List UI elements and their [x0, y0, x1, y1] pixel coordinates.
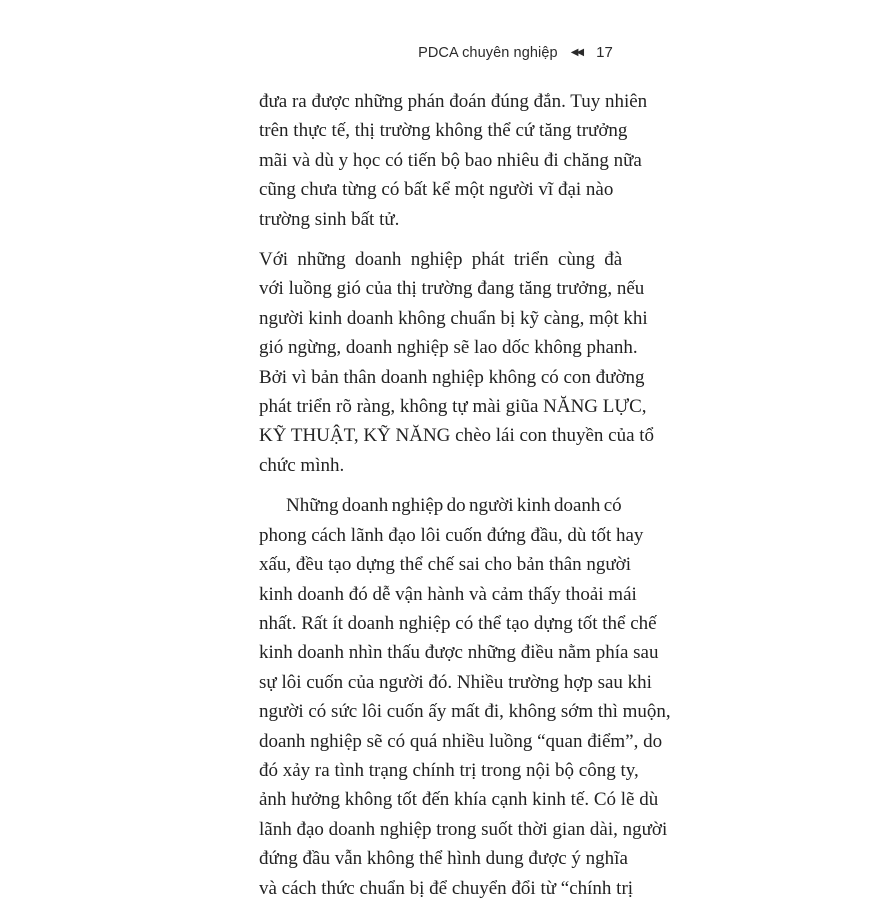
text-line: đứng đầu vẫn không thể hình dung được ý nghĩa [259, 848, 628, 870]
text-line [259, 491, 622, 520]
text-line: kinh doanh nhìn thấu được những điều nằm phía sau [259, 642, 659, 664]
text-line: trường sinh bất tử. [259, 208, 400, 230]
text-line: doanh nghiệp sẽ có quá nhiều luồng “quan điểm”, do [259, 730, 663, 752]
text-line-content: Những doanh nghiệp do người kinh doanh có [286, 495, 622, 517]
running-header [418, 44, 613, 61]
paragraph-3 [259, 491, 671, 903]
text-line: phong cách lãnh đạo lôi cuốn đứng đầu, dù tốt hay [259, 524, 644, 546]
text-line: nhất. Rất ít doanh nghiệp có thể tạo dựng tốt thể chế [259, 612, 657, 634]
text-line: người có sức lôi cuốn ấy mất đi, không sớm thì muộn, [259, 701, 671, 723]
text-line: trên thực tế, thị trường không thể cứ tăng trưởng [259, 120, 628, 142]
text-line: với luồng gió của thị trường đang tăng trưởng, nếu [259, 278, 645, 300]
text-line: chức mình. [259, 454, 345, 476]
text-line [259, 245, 622, 274]
text-line: người kinh doanh không chuẩn bị kỹ càng, một khi [259, 307, 648, 329]
running-title: PDCA chuyên nghiệp [418, 44, 558, 61]
text-line: cũng chưa từng có bất kể một người vĩ đại nào [259, 179, 614, 201]
text-line-content: Với những doanh nghiệp phát triển cùng đà [259, 249, 623, 271]
text-line: phát triển rõ ràng, không tự mài giũa NĂNG LỰC, [259, 396, 647, 418]
double-left-arrow-icon: ◀◀ [570, 47, 583, 58]
text-line: đó xảy ra tình trạng chính trị trong nội bộ công ty, [259, 759, 639, 781]
text-line: mãi và dù y học có tiến bộ bao nhiêu đi chăng nữa [259, 149, 642, 171]
text-line: gió ngừng, doanh nghiệp sẽ lao dốc không phanh. [259, 337, 638, 359]
text-line: và cách thức chuẩn bị để chuyển đổi từ “chính trị [259, 877, 634, 899]
text-line: sự lôi cuốn của người đó. Nhiều trường hợp sau khi [259, 671, 652, 693]
paragraph-2 [259, 245, 655, 480]
text-line: đưa ra được những phán đoán đúng đắn. Tuy nhiên [259, 91, 648, 112]
body-text [259, 87, 671, 914]
text-line: kinh doanh đó dễ vận hành và cảm thấy thoải mái [259, 583, 637, 605]
text-line: lãnh đạo doanh nghiệp trong suốt thời gian dài, người [259, 818, 668, 840]
text-line: ảnh hưởng không tốt đến khía cạnh kinh tế. Có lẽ dù [259, 789, 659, 811]
page-number: 17 [596, 44, 613, 61]
text-line: Bởi vì bản thân doanh nghiệp không có con đường [259, 366, 645, 388]
text-line: xấu, đều tạo dựng thể chế sai cho bản thân người [259, 554, 632, 576]
paragraph-1 [259, 87, 648, 234]
text-line: KỸ THUẬT, KỸ NĂNG chèo lái con thuyền của tổ [259, 425, 655, 447]
